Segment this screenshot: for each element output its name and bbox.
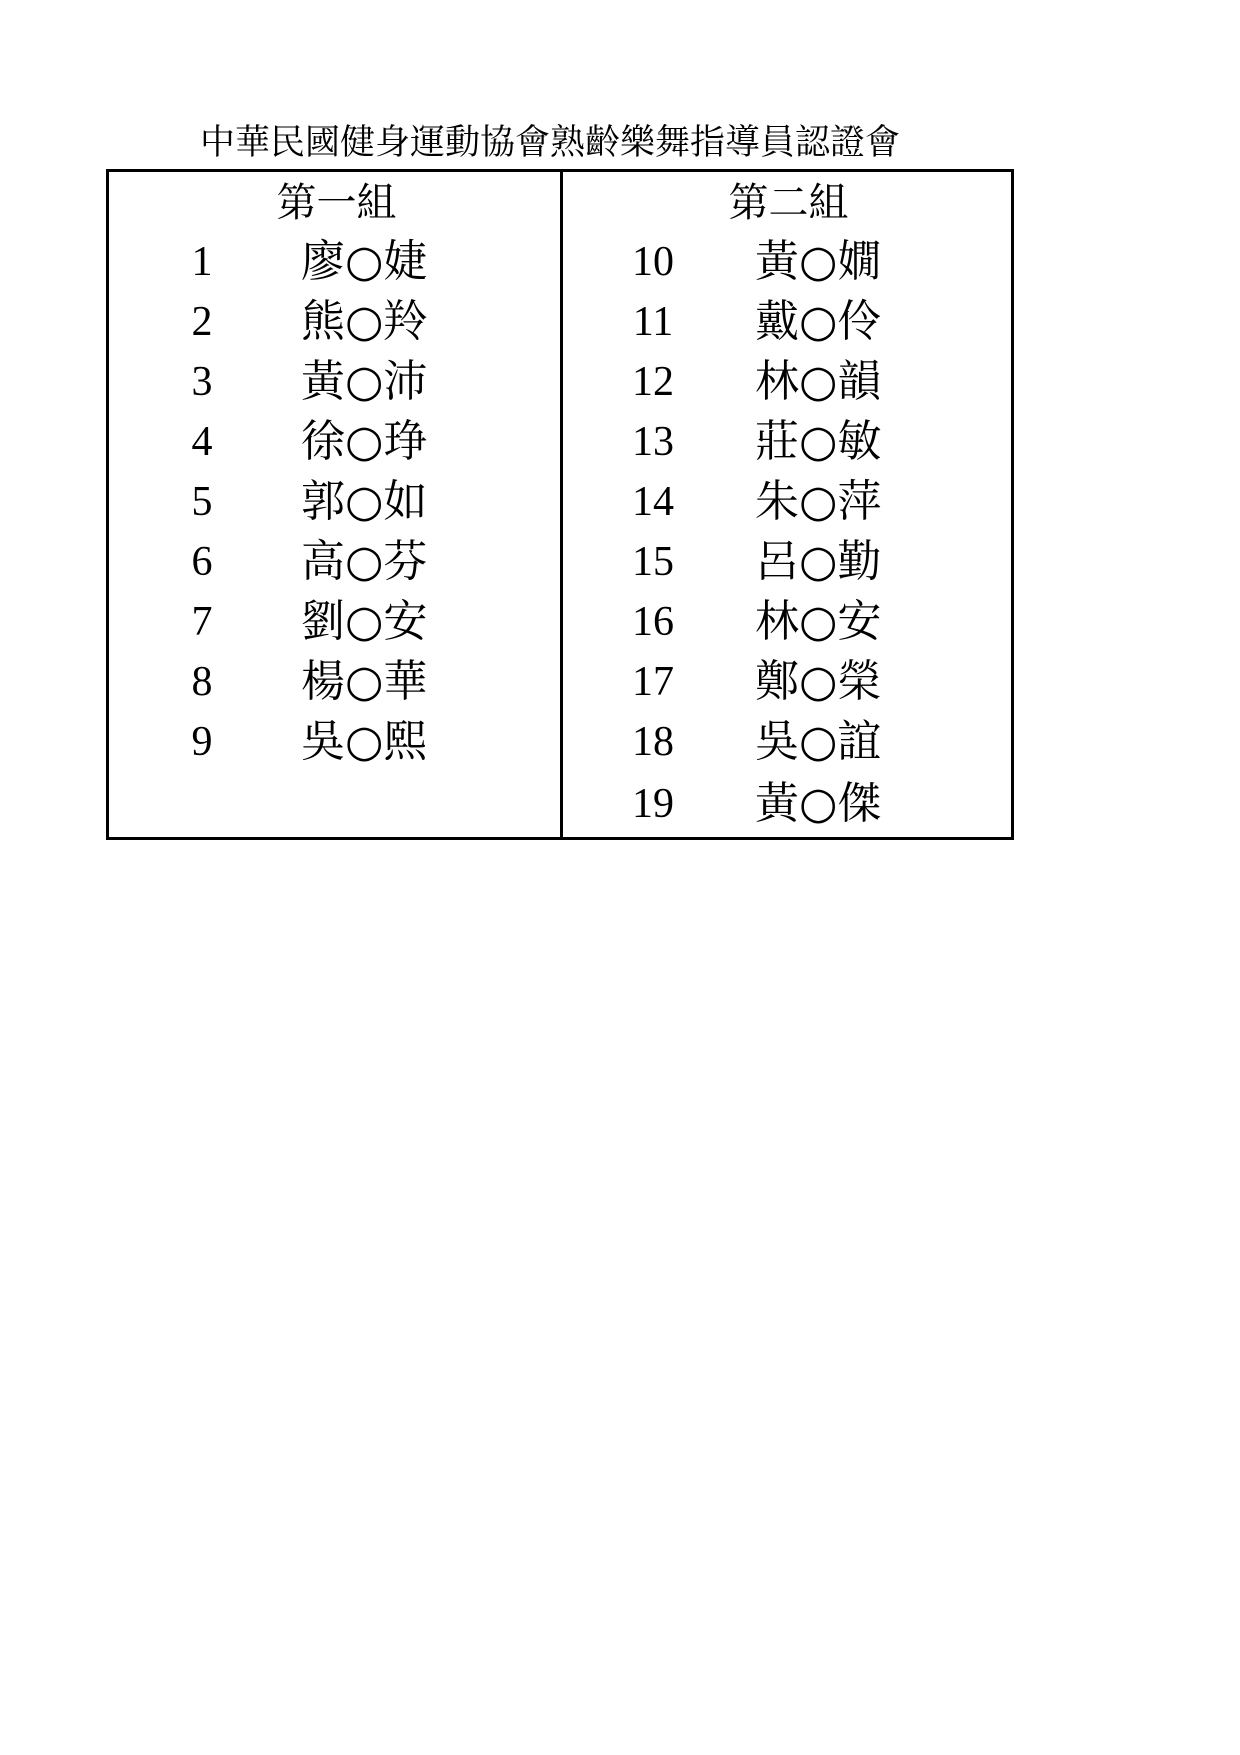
member-number: 3 [191,359,213,405]
member-row [563,774,1014,834]
member-number: 8 [191,659,213,705]
member-number: 14 [632,479,674,525]
member-row [109,292,560,352]
member-name: 高○芬 [301,536,428,587]
member-name: 郭○如 [301,476,428,527]
member-row [109,532,560,592]
member-number: 6 [191,539,213,585]
member-number: 19 [632,781,674,827]
group-one [109,172,560,837]
member-row [109,232,560,292]
member-name: 林○安 [755,596,882,647]
member-number: 11 [632,299,674,345]
member-name: 朱○萍 [755,476,882,527]
member-row [109,712,560,772]
member-name: 黃○嫺 [755,236,882,287]
member-name: 吳○熙 [301,716,428,767]
member-name: 鄭○榮 [755,656,882,707]
member-number: 17 [632,659,674,705]
member-row [563,472,1014,532]
member-number: 16 [632,599,674,645]
member-name: 楊○華 [301,656,428,707]
member-name: 熊○羚 [301,296,428,347]
document-title: 中華民國健身運動協會熟齡樂舞指導員認證會 [200,123,901,163]
member-number: 10 [632,239,674,285]
member-row [563,712,1014,772]
member-name: 廖○婕 [301,236,428,287]
member-name: 吳○誼 [755,716,882,767]
member-number: 1 [191,239,213,285]
member-number: 5 [191,479,213,525]
member-number: 4 [191,419,213,465]
member-row [109,412,560,472]
member-name: 莊○敏 [755,416,882,467]
group-two-header: 第二組 [728,180,849,226]
member-row [109,592,560,652]
group-two [563,172,1014,837]
member-row [109,472,560,532]
member-row [563,232,1014,292]
member-name: 徐○琤 [301,416,428,467]
member-number: 2 [191,299,213,345]
member-row [563,292,1014,352]
member-name: 呂○勤 [755,536,882,587]
member-row [109,352,560,412]
member-row [563,352,1014,412]
member-row [563,652,1014,712]
member-row [563,532,1014,592]
member-number: 12 [632,359,674,405]
roster-table [106,169,1014,840]
member-name: 劉○安 [301,596,428,647]
group-one-header: 第一組 [276,180,397,226]
member-number: 18 [632,719,674,765]
member-number: 13 [632,419,674,465]
member-name: 林○韻 [755,356,882,407]
member-name: 戴○伶 [755,296,882,347]
member-row [109,652,560,712]
member-number: 7 [191,599,213,645]
member-number: 9 [191,719,213,765]
member-number: 15 [632,539,674,585]
member-name: 黃○沛 [301,356,428,407]
member-row [563,592,1014,652]
member-name: 黃○傑 [755,778,882,829]
member-row [563,412,1014,472]
